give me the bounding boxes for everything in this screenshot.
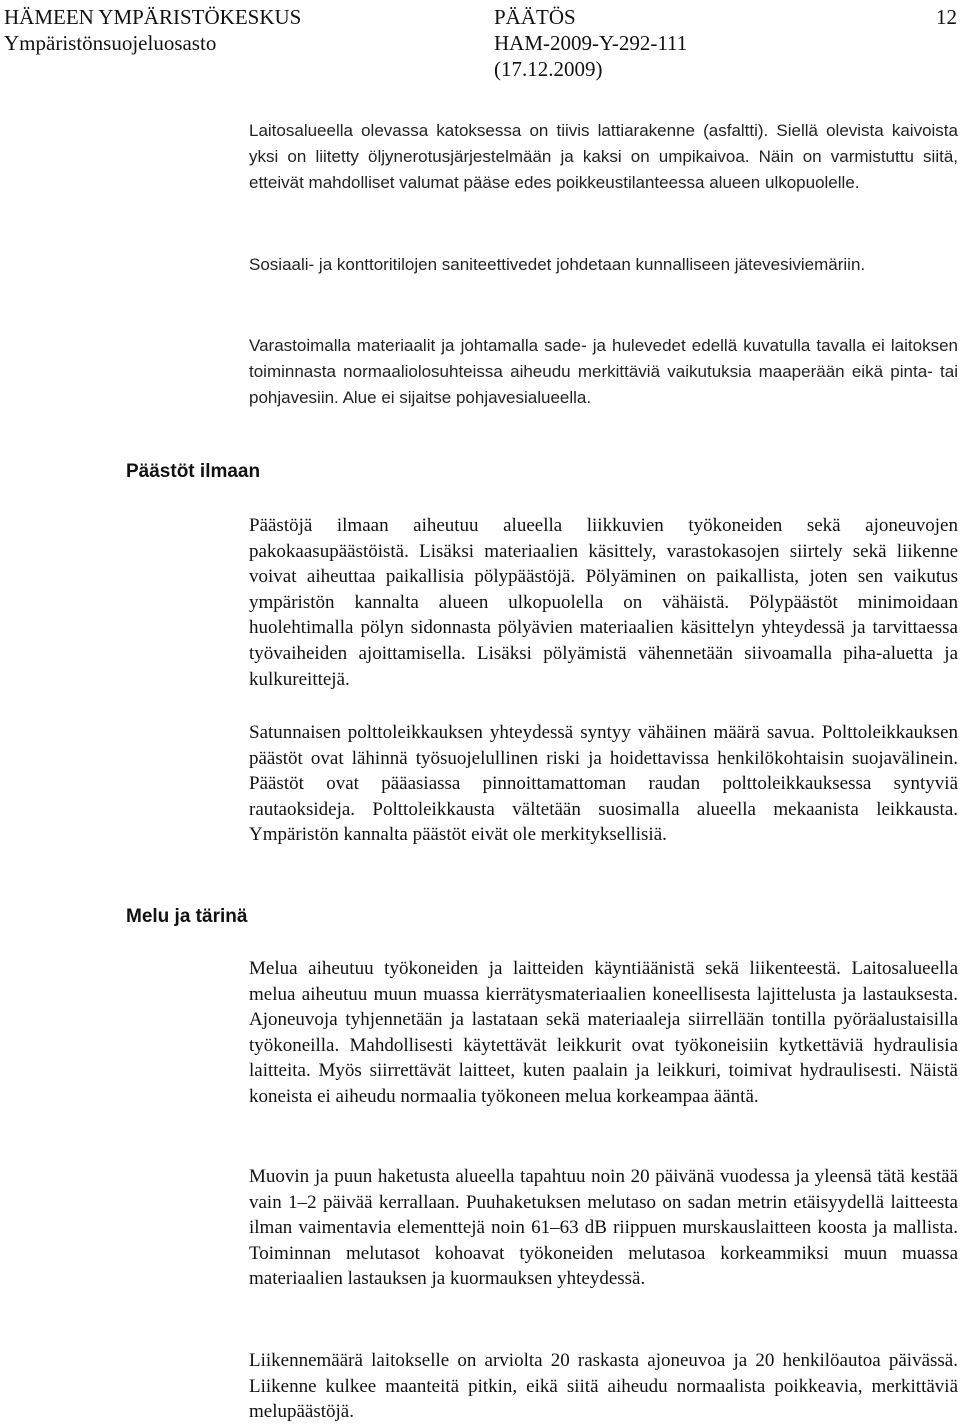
org-name: HÄMEEN YMPÄRISTÖKESKUS [4, 5, 302, 29]
paragraph-traffic [249, 1348, 958, 1425]
paragraph-pavement [249, 118, 958, 196]
paragraph-text: Varastoimalla materiaalit ja johtamalla sade- ja hulevedet edellä kuvatulla tavalla ei laitoksen toiminnasta normaaliolosuhteissa aiheudu merkittäviä vaikutuksia maaperään eikä pinta- tai pohjavesiin. Alue ei sijaitse pohjavesialueella. [249, 336, 958, 407]
paragraph-text: Melua aiheutuu työkoneiden ja laitteiden käyntiäänistä sekä liikenteestä. Laitosalueella melua aiheutuu muun muassa kierrätysmateriaalien koneellisesta lajittelusta ja lastauksesta. Ajoneuvoja tyhjennetään ja lastataan sekä materiaaleja siirrellään tontilla pyöräalustaisilla työkoneilla. Mahdollisesti käytettävät leikkurit ovat työkoneisiin kytkettäviä hydraulisia laitteita. Myös siirrettävät laitteet, kuten paalain ja leikkuri, toimivat hydraulisesti. Näistä koneista ei aiheudu normaalia työkoneen melua korkeampaa ääntä. [249, 958, 958, 1107]
page-number: 12 [936, 5, 957, 29]
section-heading-noise-vibration: Melu ja tärinä [126, 906, 248, 927]
paragraph-air-emissions [249, 513, 958, 692]
paragraph-chipping-noise [249, 1164, 958, 1292]
paragraph-text: Satunnaisen polttoleikkauksen yhteydessä syntyy vähäinen määrä savua. Polttoleikkauksen päästöt ovat lähinnä työsuojelullinen riski ja hoidettavissa henkilökohtaisin suojavälinein. Päästöt ovat pääasiassa pinnoittamattoman raudan polttoleikkauksessa syntyviä rautaoksideja. Polttoleikkausta vältetään suosimalla alueella mekaanista leikkausta. Ympäristön kannalta päästöt eivät ole merkityksellisiä. [249, 722, 958, 846]
paragraph-sanitary-water [249, 252, 958, 278]
paragraph-text: Liikennemäärä laitokselle on arviolta 20 raskasta ajoneuvoa ja 20 henkilöautoa päivässä. Liikenne kulkee maanteitä pitkin, eikä siitä aiheudu normaalista poikkeavia, merkittäviä melupäästöjä. [249, 1350, 958, 1423]
paragraph-noise-sources [249, 956, 958, 1110]
document-number: HAM-2009-Y-292-111 [494, 31, 688, 55]
org-department: Ympäristönsuojeluosasto [4, 31, 217, 55]
paragraph-flame-cutting [249, 720, 958, 848]
document-type: PÄÄTÖS [494, 5, 576, 29]
document-date: (17.12.2009) [494, 57, 603, 81]
paragraph-text: Sosiaali- ja konttoritilojen saniteettivedet johdetaan kunnalliseen jätevesiviemäriin. [249, 255, 866, 274]
section-heading-air-emissions: Päästöt ilmaan [126, 461, 261, 482]
paragraph-soil-groundwater [249, 333, 958, 411]
paragraph-text: Muovin ja puun haketusta alueella tapahtuu noin 20 päivänä vuodessa ja yleensä tätä kestää vain 1–2 päivää kerrallaan. Puuhaketuksen melutaso on sadan metrin etäisyydellä laitteesta ilman vaimentavia elementtejä noin 61–63 dB riippuen murskauslaitteen koosta ja mallista. Toiminnan melutasot kohoavat työkoneiden melutasoa korkeammiksi muun muassa materiaalien lastauksen ja kuormauksen yhteydessä. [249, 1166, 958, 1290]
paragraph-text: Päästöjä ilmaan aiheutuu alueella liikkuvien työkoneiden sekä ajoneuvojen pakokaasupäästöistä. Lisäksi materiaalien käsittely, varastokasojen siirtely sekä liikenne voivat aiheuttaa paikallisia pölypäästöjä. Pölyäminen on paikallista, joten sen vaikutus ympäristön kannalta alueen ulkopuolella on vähäistä. Pölypäästöt minimoidaan huolehtimalla pölyn sidonnasta pölyävien materiaalien käsittelyn yhteydessä ja tarvittaessa työvaiheiden ajoittamisella. Lisäksi pölyämistä vähennetään siivoamalla piha-aluetta ja kulkureittejä. [249, 515, 958, 690]
paragraph-text: Laitosalueella olevassa katoksessa on tiivis lattiarakenne (asfaltti). Siellä olevista kaivoista yksi on liitetty öljynerotusjärjestelmään ja kaksi on umpikaivoa. Näin on varmistuttu siitä, etteivät mahdolliset valumat pääse edes poikkeustilanteessa alueen ulkopuolelle. [249, 121, 958, 192]
